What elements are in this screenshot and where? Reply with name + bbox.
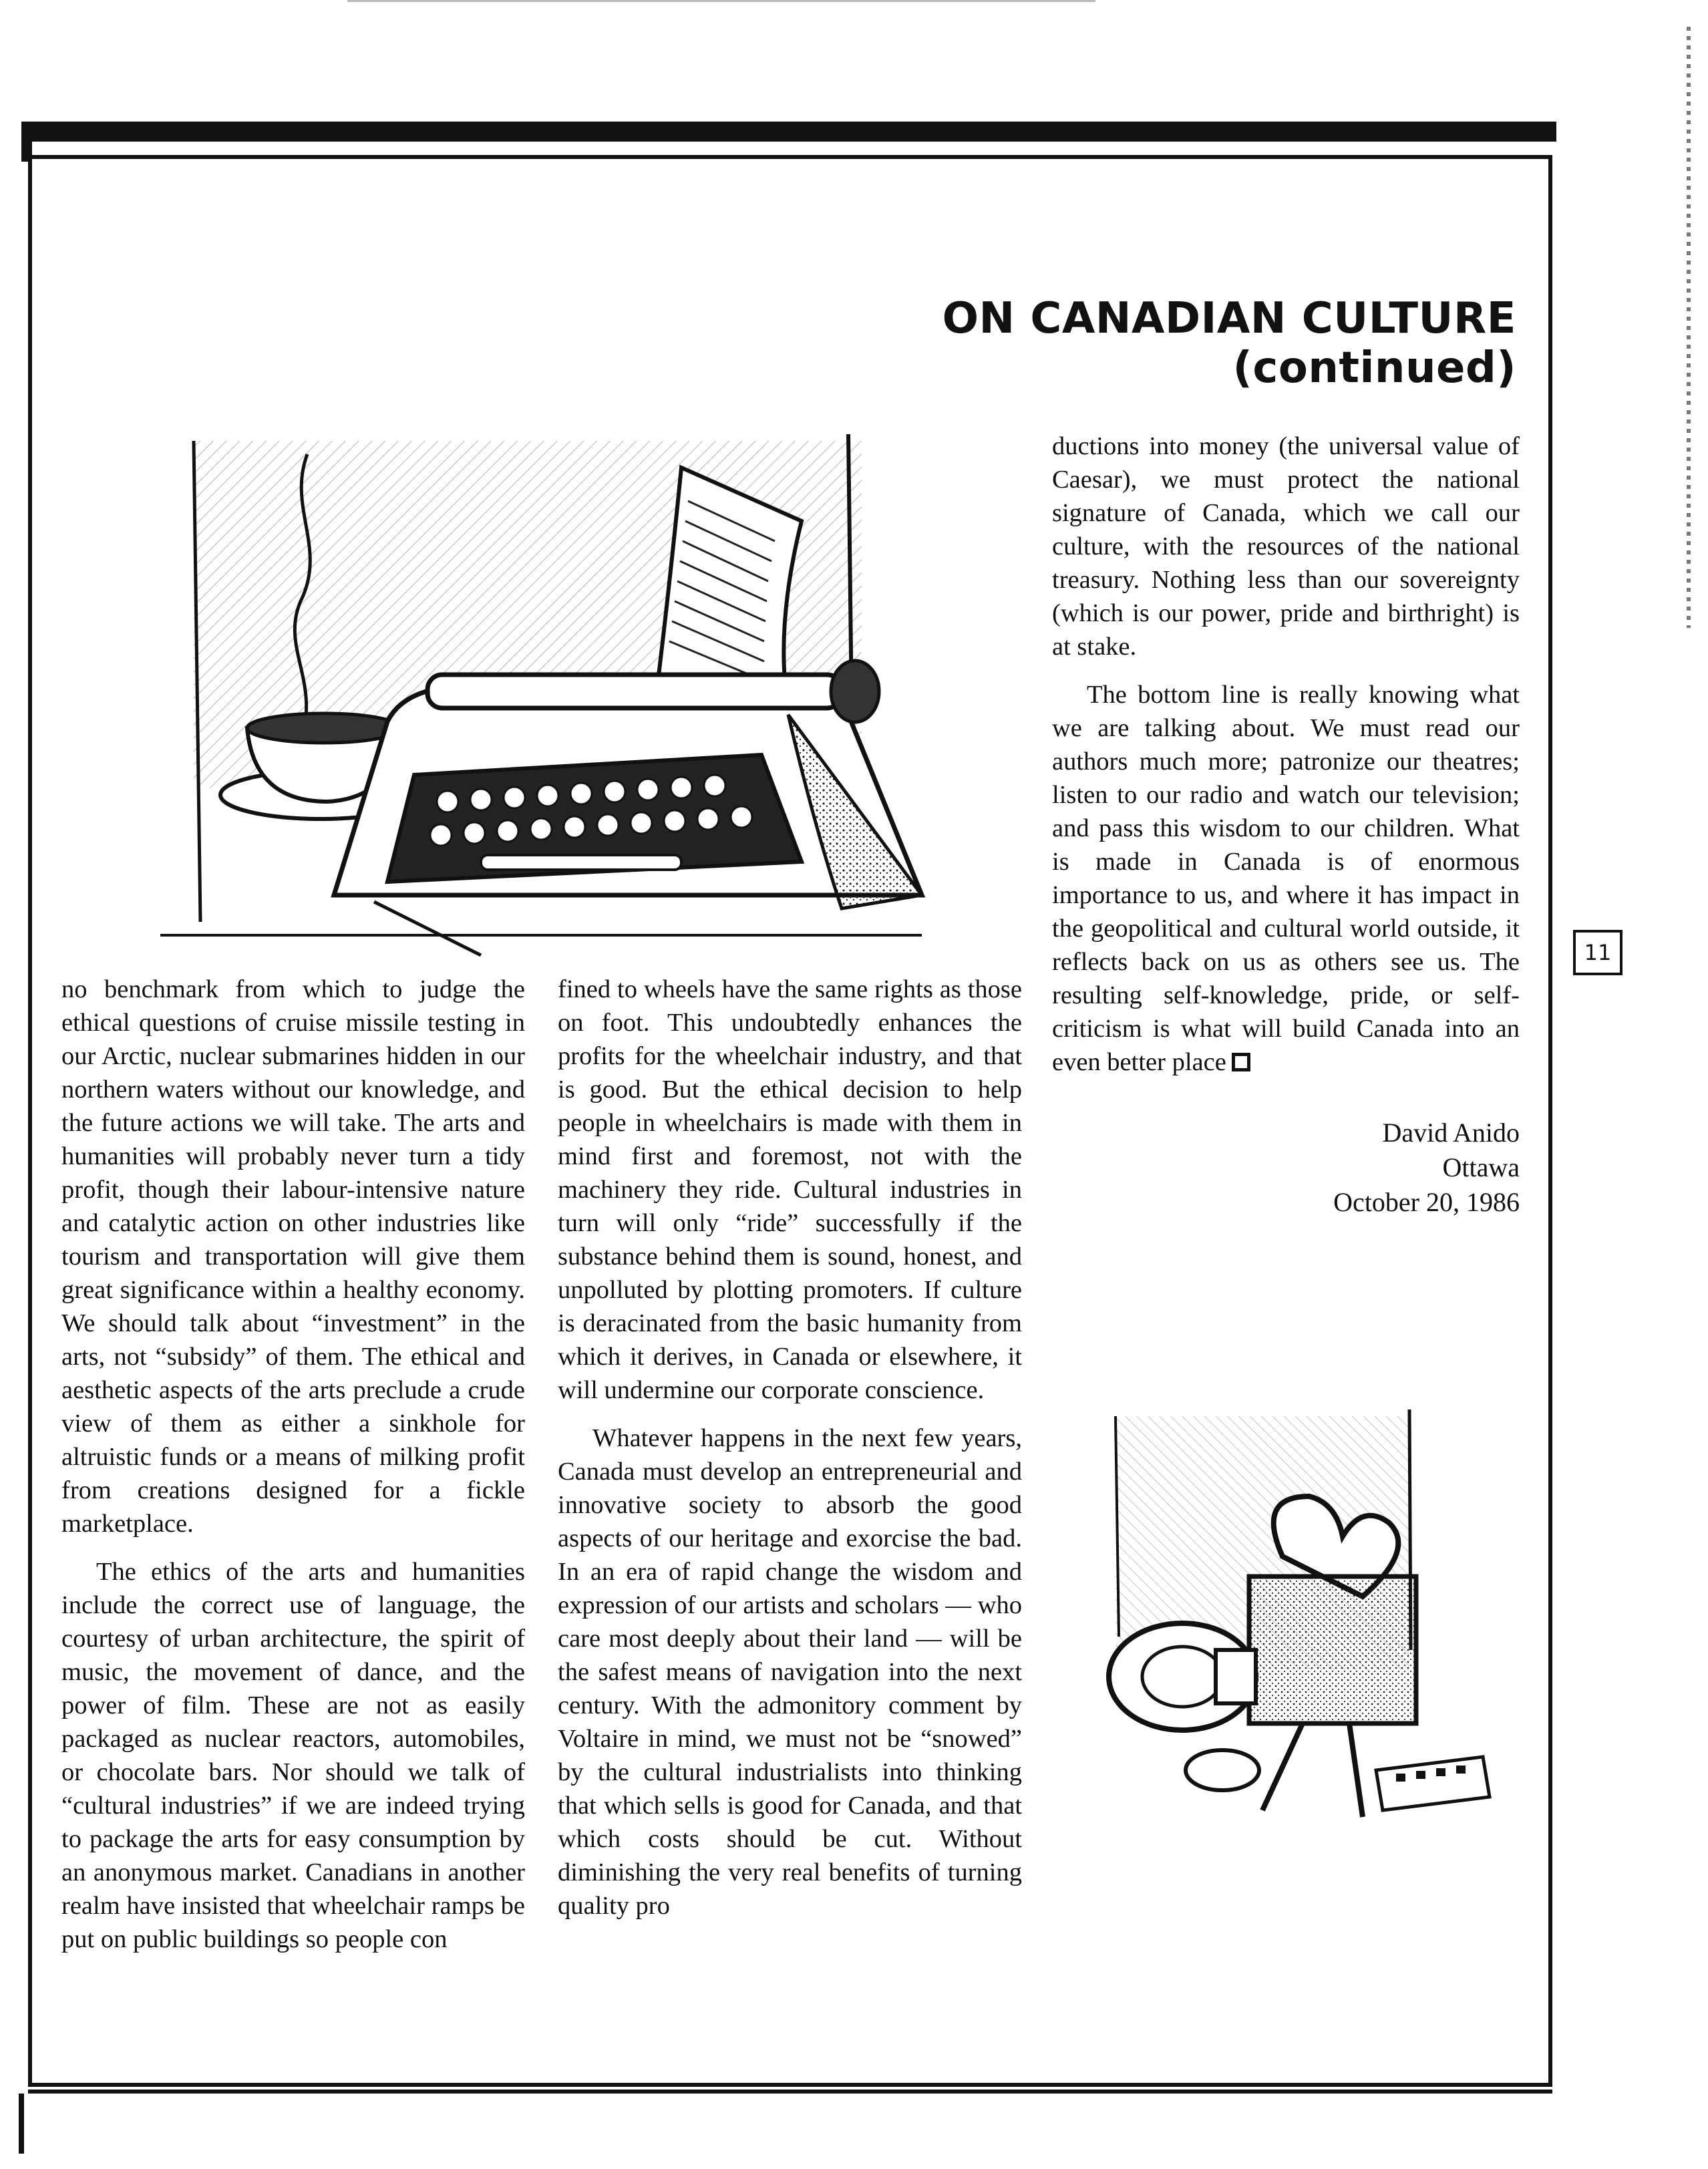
- platen-roller-icon: [428, 675, 842, 708]
- paragraph: ductions into money (the universal value of Caesar), we must protect the national signature of Canada, which we call our culture, with the resources of the national treasury. Nothing less than our sovereignty (which is our power, pride and birthright) is at stake.: [1052, 432, 1520, 661]
- paragraph-text: The bottom line is really knowing what we are talking about. We must read our authors much more; patronize our theatres; listen to our radio and watch our television; and pass this wisdom to our children. What is made in Canada is of enormous importance to us, and where it has impact in the geopolitical and cultural world outside, it reflects back on us as others see us. The resulting self-knowledge, pride, or self-criticism is what will build Canada into an even better place: [1052, 681, 1520, 1076]
- footer-rule-edge: [19, 2094, 24, 2154]
- author-city: Ottawa: [1442, 1152, 1520, 1182]
- footer-rule: [28, 2090, 1552, 2094]
- scan-edge-artifact: [1687, 27, 1691, 628]
- spacebar-icon: [481, 855, 681, 870]
- film-camera-illustration: [1082, 1396, 1510, 1824]
- end-mark-icon: [1232, 1053, 1250, 1071]
- top-edge-line: [347, 0, 1095, 2]
- text-column-2: [558, 973, 1022, 1923]
- text-column-3: [1052, 430, 1520, 1079]
- signature-date: October 20, 1986: [1333, 1187, 1520, 1217]
- text-column-1: [61, 973, 525, 1956]
- page-title: ON CANADIAN CULTURE (continued): [942, 294, 1516, 393]
- page-number: 11: [1573, 930, 1622, 975]
- film-strip-icon: [1376, 1757, 1490, 1810]
- author-name: David Anido: [1382, 1118, 1520, 1148]
- paragraph: Whatever happens in the next few years, Canada must develop an entrepreneurial and innovative society to absorb the good aspects of our heritage and exorcise the bad. In an era of rapid change the wisdom and expression of our artists and scholars — who care most deeply about their land — will be the safest means of navigation into the next century. With the admonitory comment by Voltaire in mind, we must not be “snowed” by the cultural industrialists into thinking that which sells is good for Canada, and that which costs should be cut. Without diminishing the very real benefits of turning quality pro: [558, 1424, 1022, 1920]
- typewriter-illustration: [134, 428, 935, 962]
- paragraph-final: [1052, 678, 1520, 1079]
- signature-block: [1176, 1116, 1520, 1220]
- reel-canister-icon: [1186, 1750, 1259, 1790]
- roller-knob-icon: [831, 661, 879, 722]
- paragraph: The ethics of the arts and humanities include the correct use of language, the courtesy of urban architecture, the spirit of music, the movement of dance, and the power of film. These are not as easily packaged as nuclear reactors, automobiles, or chocolate bars. Nor should we talk of “cultural industries” if we are indeed trying to package the arts for easy consumption by an anonymous market. Canadians in another realm have insisted that wheelchair ramps be put on public buildings so people con: [61, 1558, 525, 1953]
- paragraph: no benchmark from which to judge the ethical questions of cruise missile testing in our Arctic, nuclear submarines hidden in our northern waters without our knowledge, and the future actions we will take. The arts and humanities will probably never turn a tidy profit, though their labour-intensive nature and catalytic action on other industries like tourism and transportation will give them great significance within a healthy economy. We should talk about “investment” in the arts, not “subsidy” of them. The ethical and aesthetic aspects of the arts preclude a crude view of them as either a sinkhole for altruistic funds or a means of milking profit from creations designed for a fickle marketplace.: [61, 975, 525, 1538]
- camera-body-icon: [1249, 1576, 1416, 1723]
- header-rule: [21, 122, 1556, 142]
- paragraph: fined to wheels have the same rights as those on foot. This undoubtedly enhances the profits for the wheelchair industry, and that is good. But the ethical decision to help people in wheelchairs is made with them in mind first and foremost, not with the machinery they ride. Cultural industries in turn will only “ride” successfully if the substance behind them is sound, honest, and unpolluted by plotting promoters. If culture is deracinated from the basic humanity from which it derives, in Canada or elsewhere, it will undermine our corporate conscience.: [558, 975, 1022, 1404]
